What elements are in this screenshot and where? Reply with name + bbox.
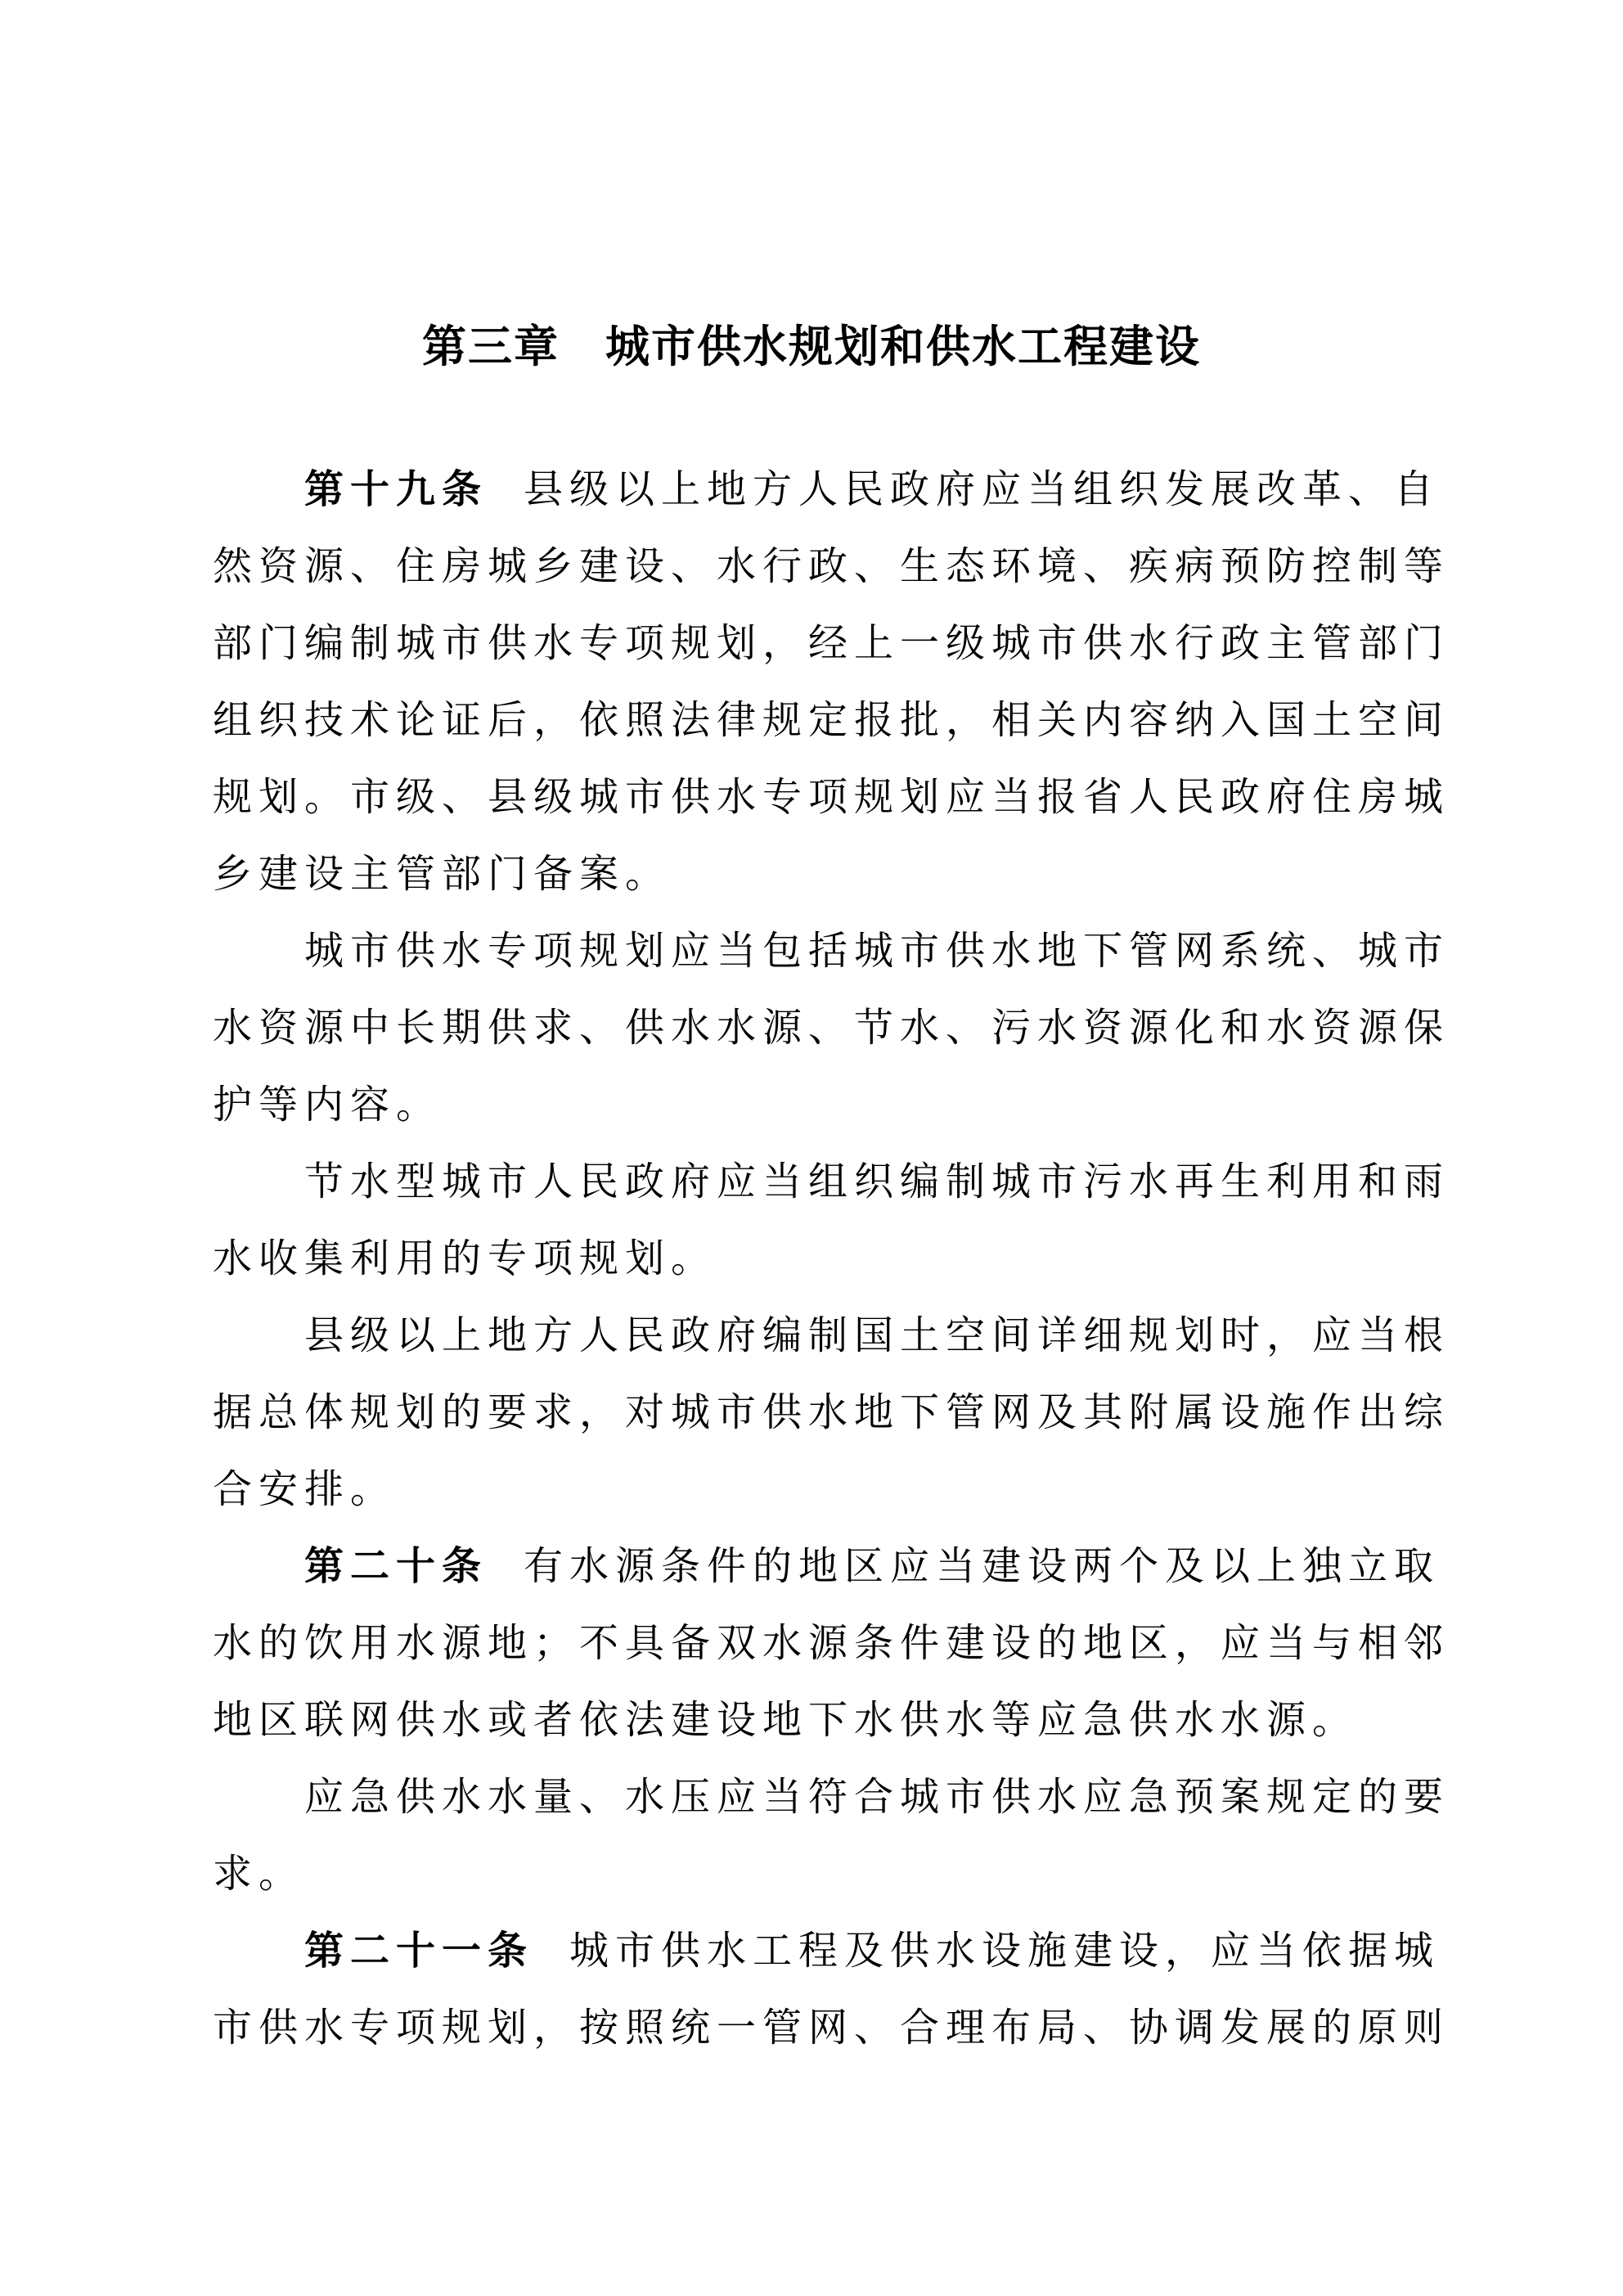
line-text: 水的饮用水源地；不具备双水源条件建设的地区，应当与相邻 (213, 1622, 1450, 1665)
text-line (213, 1375, 1450, 1452)
text-line (213, 990, 1450, 1067)
line-text: 合安排。 (213, 1468, 397, 1511)
line-text: 水资源中长期供求、供水水源、节水、污水资源化和水资源保 (213, 1006, 1450, 1050)
line-text: 城市供水工程及供水设施建设，应当依据城 (569, 1929, 1441, 1973)
text-line (213, 1067, 1410, 1144)
line-text: 县级以上地方人民政府编制国土空间详细规划时，应当根 (304, 1314, 1450, 1357)
line-text: 城市供水专项规划应当包括城市供水地下管网系统、城市 (304, 930, 1450, 973)
text-line (213, 1990, 1450, 2067)
line-text: 水收集利用的专项规划。 (213, 1237, 717, 1281)
text-line (213, 452, 1441, 529)
line-text: 规划。市级、县级城市供水专项规划应当报省人民政府住房城 (213, 776, 1450, 819)
text-line (213, 529, 1450, 606)
text-line (213, 1221, 1410, 1298)
line-text: 然资源、住房城乡建设、水行政、生态环境、疾病预防控制等 (213, 545, 1450, 588)
article-number: 第二十条 (304, 1545, 488, 1588)
line-text: 乡建设主管部门备案。 (213, 853, 672, 896)
article-number: 第十九条 (304, 468, 488, 511)
line-text: 地区联网供水或者依法建设地下水供水等应急供水水源。 (213, 1699, 1359, 1742)
line-text: 应急供水水量、水压应当符合城市供水应急预案规定的要 (304, 1776, 1450, 1819)
text-line (213, 913, 1450, 990)
text-line (213, 836, 1410, 913)
text-line (213, 606, 1450, 682)
line-text: 据总体规划的要求，对城市供水地下管网及其附属设施作出综 (213, 1391, 1450, 1434)
text-line (213, 1452, 1410, 1528)
line-text: 市供水专项规划，按照统一管网、合理布局、协调发展的原则 (213, 2006, 1450, 2050)
line-text: 县级以上地方人民政府应当组织发展改革、自 (524, 468, 1441, 511)
line-text: 部门编制城市供水专项规划，经上一级城市供水行政主管部门 (213, 622, 1450, 665)
line-text: 有水源条件的地区应当建设两个及以上独立取 (524, 1545, 1441, 1588)
text-line (213, 1298, 1450, 1375)
line-text: 求。 (213, 1853, 305, 1896)
line-text: 护等内容。 (213, 1083, 443, 1127)
text-line (213, 1682, 1410, 1759)
text-line (213, 1913, 1441, 1990)
text-line (213, 1759, 1450, 1836)
text-line (213, 1528, 1441, 1605)
document-body (213, 452, 1450, 2067)
text-line (213, 1605, 1450, 1682)
line-text: 组织技术论证后，依照法律规定报批，相关内容纳入国土空间 (213, 699, 1450, 742)
chapter-title: 第三章 城市供水规划和供水工程建设 (422, 322, 1201, 371)
text-line (213, 1836, 1410, 1913)
text-line (213, 759, 1450, 836)
article-number: 第二十一条 (304, 1929, 534, 1973)
line-text: 节水型城市人民政府应当组织编制城市污水再生利用和雨 (304, 1160, 1450, 1204)
text-line (213, 1144, 1450, 1221)
text-line (213, 682, 1450, 759)
